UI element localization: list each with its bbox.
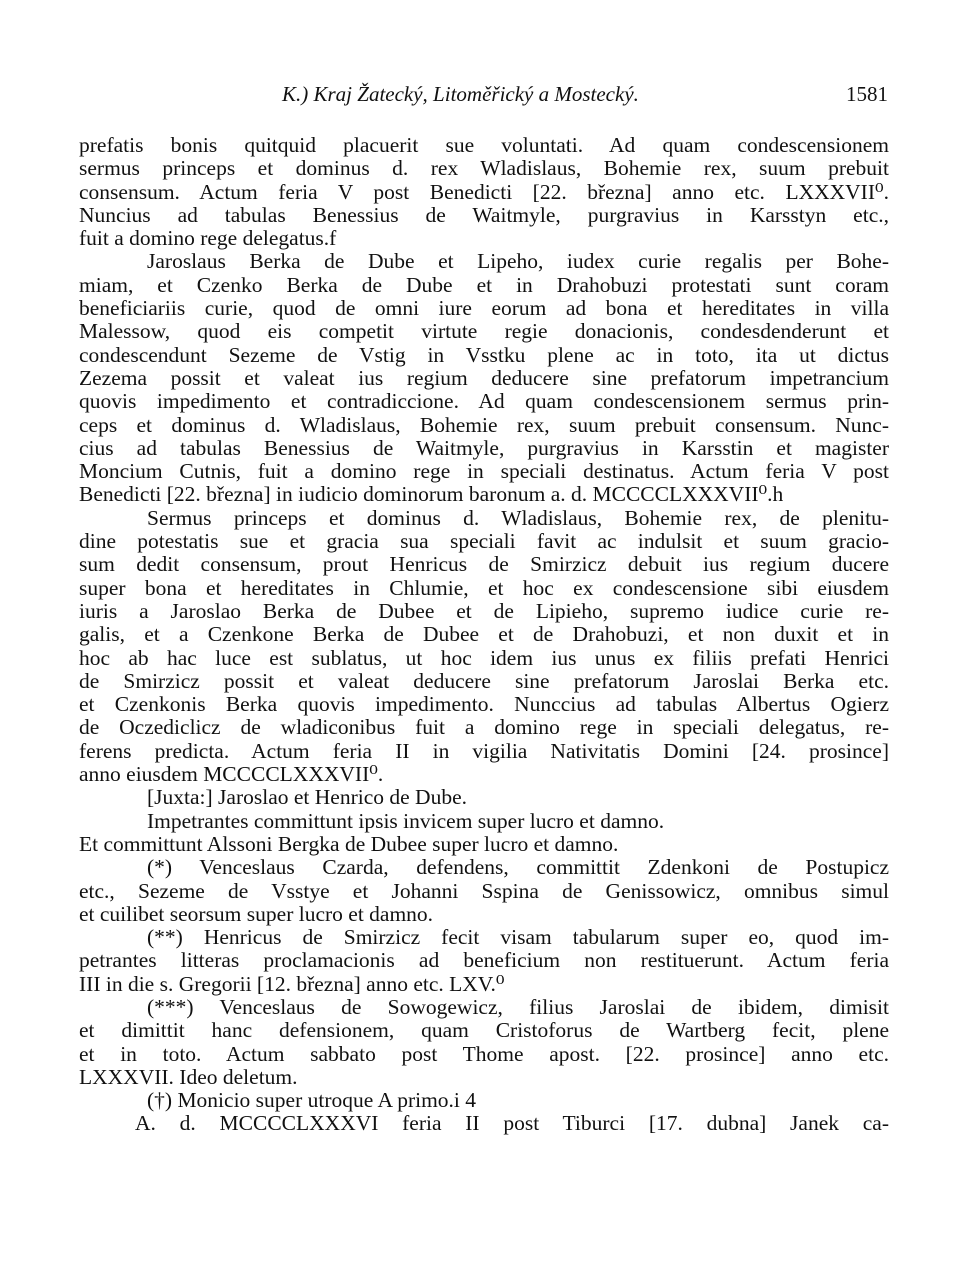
text-line: petrantes litteras proclamacionis ad beneficium non restituerunt. Actum feria (79, 949, 889, 973)
text-line: de Oczediclicz de wladiconibus fuit a domino rege in speciali delegatus, re- (79, 716, 889, 740)
text-line: hoc ab hac luce est sublatus, ut hoc idem ius unus ex filiis prefati Henrici (79, 646, 889, 670)
text-line: Sermus princeps et dominus d. Wladislaus, Bohemie rex, de plenitu- (147, 506, 889, 530)
text-line: [Juxta:] Jaroslao et Henrico de Dube. (147, 786, 468, 810)
text-line: et dimittit hanc defensionem, quam Cristoforus de Wartberg fecit, plene (79, 1019, 889, 1043)
text-line: consensum. Actum feria V post Benedicti [22. března] anno etc. LXXXVII⁰. (79, 180, 889, 204)
text-line: cius ad tabulas Benessius de Waitmyle, purgravius in Karsstin et magister (79, 436, 889, 460)
text-line: galis, et a Czenkone Berka de Dubee et de Drahobuzi, et non duxit et in (79, 623, 889, 647)
text-line: A. d. MCCCCLXXXVI feria II post Tiburci [17. dubna] Janek ca- (135, 1112, 889, 1136)
text-line: super bona et hereditates in Chlumie, et hoc ex condescensione sibi eiusdem (79, 576, 889, 600)
text-line: Nuncius ad tabulas Benessius de Waitmyle, purgravius in Karsstyn etc., (79, 203, 889, 227)
text-line: et cuilibet seorsum super lucro et damno. (79, 902, 434, 926)
text-line: Et committunt Alssoni Bergka de Dubee super lucro et damno. (79, 832, 619, 856)
text-line: et in toto. Actum sabbato post Thome apost. [22. prosince] anno etc. (79, 1042, 889, 1066)
text-line: etc., Sezeme de Vsstye et Johanni Sspina de Genissowicz, omnibus simul (79, 879, 889, 903)
text-line: LXXXVII. Ideo deletum. (79, 1065, 298, 1089)
text-line: dine potestatis sue et gracia sua speciali favit ac indulsit et suum gracio- (79, 530, 889, 554)
text-line: Impetrantes committunt ipsis invicem super lucro et damno. (147, 809, 665, 833)
text-line: (***) Venceslaus de Sowogewicz, filius Jaroslai de ibidem, dimisit (147, 995, 889, 1019)
text-line: de Smirzicz possit et valeat deducere sine prefatorum Jaroslai Berka etc. (79, 669, 889, 693)
text-line: Benedicti [22. března] in iudicio dominorum baronum a. d. MCCCCLXXXVII⁰.h (79, 483, 784, 507)
text-line: (*) Venceslaus Czarda, defendens, committit Zdenkoni de Postupicz (147, 856, 889, 880)
running-header (80, 82, 888, 112)
text-line: Malessow, quod eis competit virtute regie donacionis, condesdenderunt et (79, 320, 889, 344)
text-line: iuris a Jaroslao Berka de Dubee et de Lipieho, supremo iudice curie re- (79, 599, 889, 623)
text-line: Moncium Cutnis, fuit a domino rege in speciali destinatus. Actum feria V post (79, 460, 889, 484)
text-line: Jaroslaus Berka de Dube et Lipeho, iudex curie regalis per Bohe- (147, 250, 889, 274)
page-number: 1581 (846, 82, 888, 106)
text-line: ceps et dominus d. Wladislaus, Bohemie rex, suum prebuit consensum. Nunc- (79, 413, 889, 437)
text-line: III in die s. Gregorii [12. března] anno etc. LXV.⁰ (79, 972, 505, 996)
body-text (79, 134, 889, 1136)
text-line: condescendunt Sezeme de Vstig in Vsstku plene ac in toto, ita ut dictus (79, 343, 889, 367)
text-line: fuit a domino rege delegatus.f (79, 227, 337, 251)
text-line: beneficiariis curie, quod de omni iure eorum ad bona et hereditates in villa (79, 297, 889, 321)
text-line: sum dedit consensum, prout Henricus de Smirzicz debuit ius regium ducere (79, 553, 889, 577)
text-line: quovis impedimento et contradiccione. Ad quam condescensionem sermus prin- (79, 390, 889, 414)
text-line: ferens predicta. Actum feria II in vigilia Nativitatis Domini [24. prosince] (79, 739, 889, 763)
text-line: prefatis bonis quitquid placuerit sue voluntati. Ad quam condescensionem (79, 134, 889, 157)
text-line: anno eiusdem MCCCCLXXXVII⁰. (79, 763, 384, 787)
text-line: et Czenkonis Berka quovis impedimento. Nunccius ad tabulas Albertus Ogierz (79, 693, 889, 717)
header-title: K.) Kraj Žatecký, Litoměřický a Mostecký. (282, 82, 639, 106)
text-line: (†) Monicio super utroque A primo.i 4 (147, 1089, 477, 1113)
text-line: miam, et Czenko Berka de Dube et in Drahobuzi protestati sunt coram (79, 273, 889, 297)
text-line: Zezema possit et valeat ius regium deducere sine prefatorum impetrancium (79, 366, 889, 390)
text-line: (**) Henricus de Smirzicz fecit visam tabularum super eo, quod im- (147, 926, 889, 950)
text-line: sermus princeps et dominus d. rex Wladislaus, Bohemie rex, suum prebuit (79, 157, 889, 181)
